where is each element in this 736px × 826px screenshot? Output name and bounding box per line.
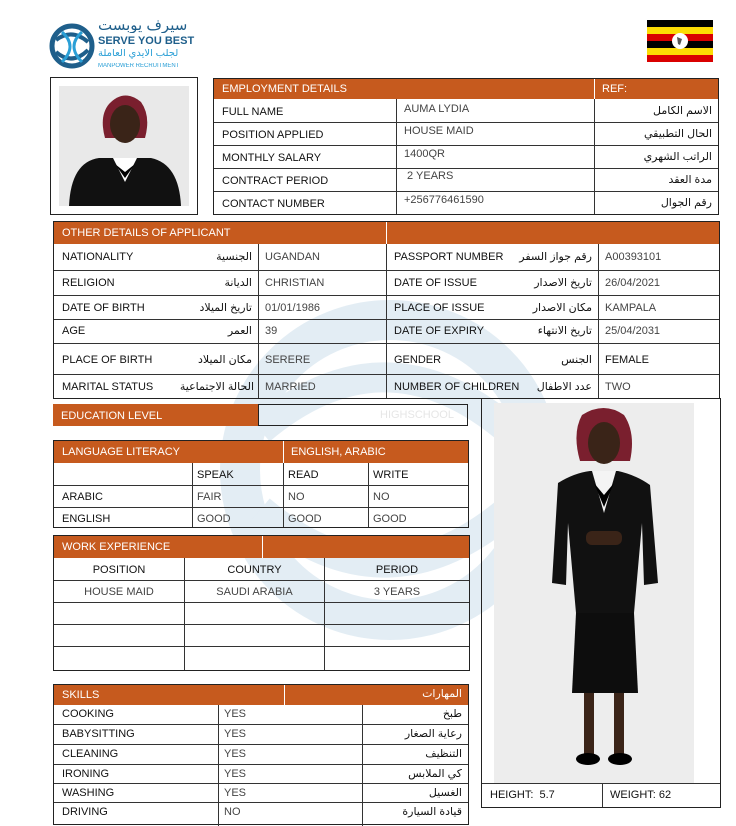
logo-english-name: SERVE YOU BEST (98, 36, 195, 47)
language-col-read: READ (288, 470, 319, 481)
work-col-country: COUNTRY (227, 565, 282, 576)
language-row-english-read: GOOD (288, 514, 322, 525)
skill-ironing-arabic: كي الملابس (408, 769, 462, 780)
skill-babysitting-name: BABYSITTING (62, 729, 135, 740)
language-summary: ENGLISH, ARABIC (291, 447, 386, 458)
date-of-issue-label: DATE OF ISSUE (394, 278, 477, 289)
contract-period-value: 2 YEARS (404, 171, 454, 182)
skill-babysitting-arabic: رعاية الصغار (404, 729, 462, 740)
monthly-salary-value: 1400QR (404, 149, 445, 160)
language-row-arabic-read: NO (288, 492, 305, 503)
marital-status-label: MARITAL STATUS (62, 382, 154, 393)
number-of-children-value: TWO (605, 382, 631, 393)
gender-arabic: الجنس (561, 355, 592, 366)
gender-value: FEMALE (605, 355, 650, 366)
date-of-expiry-label: DATE OF EXPIRY (394, 326, 485, 337)
skill-babysitting-value: YES (224, 729, 247, 740)
age-label: AGE (62, 326, 86, 337)
number-of-children-label: NUMBER OF CHILDREN (394, 382, 520, 393)
nationality-arabic: الجنسية (216, 252, 252, 263)
skills-header-arabic: المهارات (422, 689, 462, 700)
logo-arabic-name: سيرف يوبست (98, 18, 188, 33)
place-of-birth-value: SERERE (265, 355, 311, 366)
religion-value: CHRISTIAN (265, 278, 325, 289)
date-of-issue-arabic: تاريخ الاصدار (534, 278, 592, 289)
contract-period-arabic: مدة العقد (668, 175, 712, 186)
date-of-expiry-arabic: تاريخ الانتهاء (537, 326, 592, 337)
gender-label: GENDER (394, 355, 442, 366)
company-logo (48, 18, 208, 74)
passport-number-value: A00393101 (605, 252, 662, 263)
language-table (53, 440, 469, 528)
nationality-value: UGANDAN (265, 252, 321, 263)
language-row-arabic-name: ARABIC (62, 492, 103, 503)
full-name-label: FULL NAME (222, 107, 284, 118)
date-of-expiry-value: 25/04/2031 (605, 326, 661, 337)
skill-cooking-value: YES (224, 709, 247, 720)
skill-ironing-value: YES (224, 769, 247, 780)
height-value: HEIGHT: 5.7 (490, 790, 555, 801)
skill-cooking-arabic: طبخ (442, 709, 462, 720)
education-value: HIGHSCHOOL (380, 410, 454, 421)
religion-label: RELIGION (62, 278, 115, 289)
logo-globe-icon (48, 20, 96, 72)
religion-arabic: الديانة (224, 278, 252, 289)
age-arabic: العمر (227, 326, 252, 337)
skill-washing-value: YES (224, 788, 247, 799)
contract-period-label: CONTRACT PERIOD (222, 176, 329, 187)
skill-washing-name: WASHING (62, 788, 115, 799)
language-col-speak: SPEAK (197, 470, 234, 481)
applicant-full-body-photo (494, 403, 694, 783)
place-of-issue-label: PLACE OF ISSUE (394, 303, 485, 314)
skill-cleaning-value: YES (224, 749, 247, 760)
skill-driving-value: NO (224, 807, 241, 818)
marital-status-value: MARRIED (265, 382, 316, 393)
work-header: WORK EXPERIENCE (62, 542, 171, 553)
number-of-children-arabic: عدد الاطفال (536, 382, 592, 393)
date-of-birth-arabic: تاريخ الميلاد (199, 303, 252, 314)
employment-details-table (213, 78, 719, 215)
skill-ironing-name: IRONING (62, 769, 110, 780)
full-body-photo-frame (481, 398, 721, 808)
uganda-flag (647, 20, 713, 62)
place-of-issue-value: KAMPALA (605, 303, 657, 314)
place-of-issue-arabic: مكان الاصدار (532, 303, 592, 314)
weight-value: WEIGHT: 62 (610, 790, 672, 801)
place-of-birth-label: PLACE OF BIRTH (62, 355, 153, 366)
language-row-arabic-speak: FAIR (197, 492, 222, 503)
work-col-position: POSITION (92, 565, 146, 576)
contact-number-label: CONTACT NUMBER (222, 199, 325, 210)
work-row-country: SAUDI ARABIA (216, 587, 293, 598)
language-header: LANGUAGE LITERACY (62, 447, 180, 458)
skill-cooking-name: COOKING (62, 709, 114, 720)
education-label: EDUCATION LEVEL (61, 411, 163, 422)
monthly-salary-arabic: الراتب الشهري (643, 152, 712, 163)
ref-label: REF: (602, 84, 628, 95)
age-value: 39 (265, 326, 278, 337)
position-applied-value: HOUSE MAID (404, 126, 474, 137)
monthly-salary-label: MONTHLY SALARY (222, 153, 322, 164)
position-applied-label: POSITION APPLIED (222, 130, 324, 141)
applicant-portrait-frame (50, 77, 198, 215)
passport-number-label: PASSPORT NUMBER (394, 252, 504, 263)
marital-status-arabic: الحالة الاجتماعية (179, 382, 254, 393)
language-row-arabic-write: NO (373, 492, 390, 503)
skill-driving-name: DRIVING (62, 807, 108, 818)
place-of-birth-arabic: مكان الميلاد (197, 355, 252, 366)
language-col-write: WRITE (373, 470, 409, 481)
language-row-english-name: ENGLISH (62, 514, 111, 525)
skill-cleaning-name: CLEANING (62, 749, 119, 760)
work-col-period: PERIOD (375, 565, 419, 576)
skills-header: SKILLS (62, 690, 100, 701)
full-name-value: AUMA LYDIA (404, 104, 470, 115)
date-of-birth-label: DATE OF BIRTH (62, 303, 145, 314)
full-name-arabic: الاسم الكامل (653, 106, 712, 117)
employment-header: EMPLOYMENT DETAILS (222, 84, 347, 95)
applicant-portrait-photo (59, 86, 189, 206)
contact-number-arabic: رقم الجوال (660, 198, 712, 209)
logo-arabic-tagline: لجلب الايدي العاملة (98, 49, 179, 59)
language-row-english-speak: GOOD (197, 514, 231, 525)
nationality-label: NATIONALITY (62, 252, 134, 263)
contact-number-value: +256776461590 (404, 195, 484, 206)
passport-number-arabic: رقم جواز السفر (519, 252, 592, 263)
work-experience-table (53, 535, 470, 671)
logo-english-tagline: MANPOWER RECRUITMENT (98, 63, 180, 69)
other-details-table (53, 221, 720, 399)
skill-driving-arabic: قيادة السيارة (402, 807, 462, 818)
skills-table (53, 684, 469, 825)
language-row-english-write: GOOD (373, 514, 407, 525)
date-of-birth-value: 01/01/1986 (265, 303, 321, 314)
skill-washing-arabic: الغسيل (428, 788, 462, 799)
work-row-period: 3 YEARS (373, 587, 421, 598)
date-of-issue-value: 26/04/2021 (605, 278, 661, 289)
work-row-position: HOUSE MAID (84, 587, 154, 598)
position-applied-arabic: الحال التطبيقي (643, 129, 712, 140)
other-details-header: OTHER DETAILS OF APPLICANT (62, 228, 231, 239)
skill-cleaning-arabic: التنظيف (425, 749, 462, 760)
